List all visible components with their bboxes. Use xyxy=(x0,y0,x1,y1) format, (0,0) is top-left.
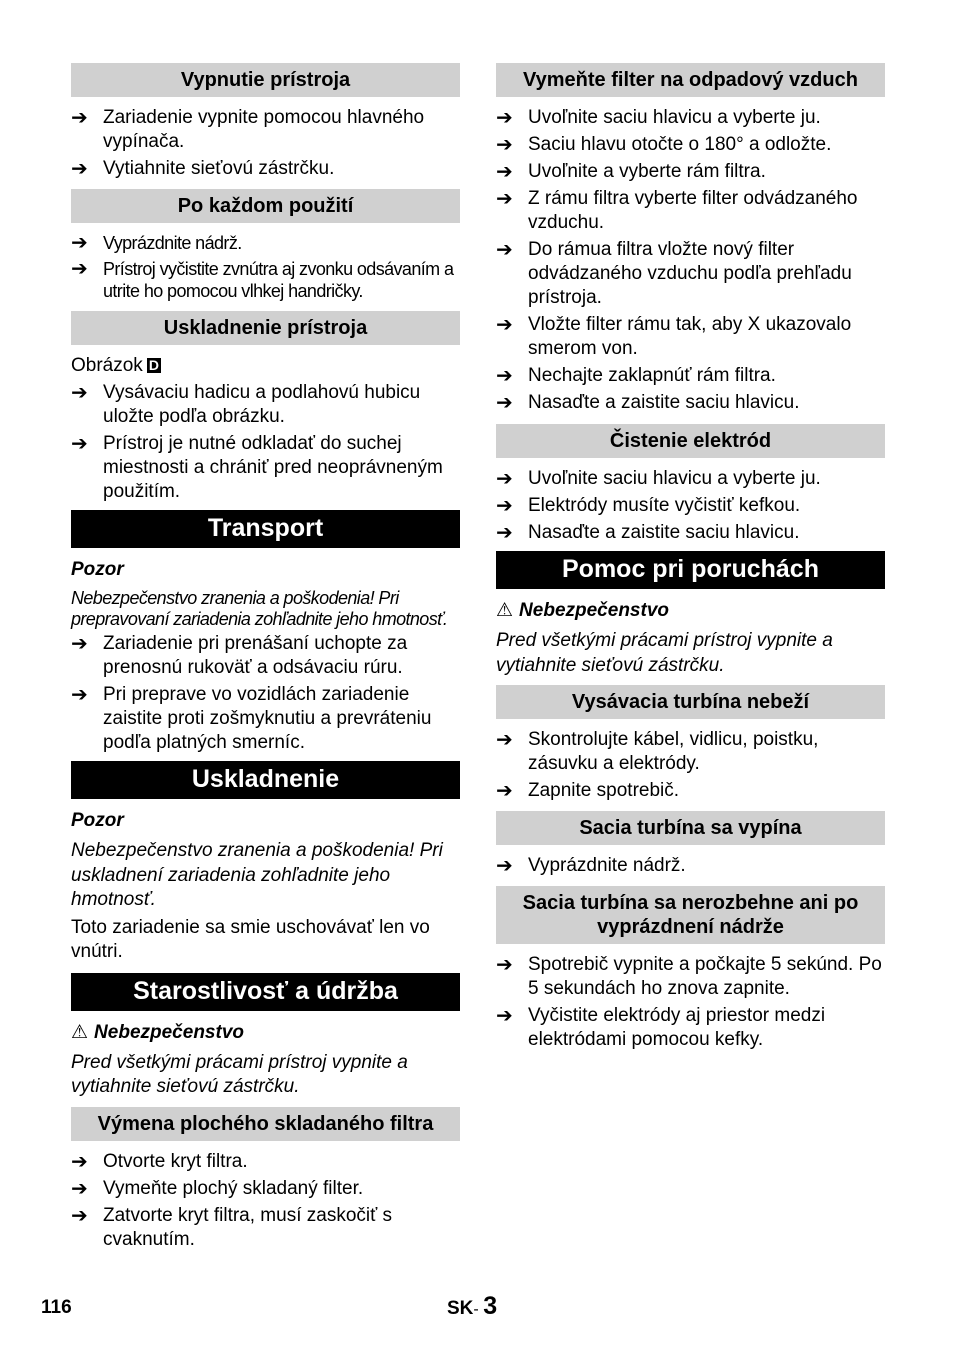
list-item: ➔ Vymeňte plochý skladaný filter. xyxy=(71,1177,364,1200)
page-number: 116 xyxy=(41,1297,72,1318)
list-item: ➔ Zariadenie vypnite pomocou hlavného vypínača. xyxy=(71,107,425,152)
paragraph: Toto zariadenie sa smie uschovávať len vo vnútri. xyxy=(71,916,430,962)
heading-cistenie-elektrod: Čistenie elektród xyxy=(496,424,885,458)
arrow-right-icon: ➔ xyxy=(71,257,88,280)
arrow-right-icon: ➔ xyxy=(71,382,88,404)
list-item: ➔ Zariadenie pri prenášaní uchopte za prenosnú rukoväť a odsávaciu rúru. xyxy=(71,633,408,678)
list-item: ➔ Vyprázdnite nádrž. xyxy=(71,232,242,254)
caution-heading: Pozor xyxy=(71,810,124,831)
list-item: ➔ Zapnite spotrebič. xyxy=(496,780,680,802)
list-item: ➔ Uvoľnite saciu hlavicu a vyberte ju. xyxy=(496,468,821,490)
arrow-right-icon: ➔ xyxy=(71,107,88,129)
arrow-right-icon: ➔ xyxy=(71,232,88,254)
danger-text: Pred všetkými prácami prístroj vypnite a vytiahnite sieťovú zástrčku. xyxy=(71,1051,408,1097)
heading-po-kazdom-pouziti: Po každom použití xyxy=(71,189,460,223)
heading-uskladnenie-pristroja: Uskladnenie prístroja xyxy=(71,311,460,345)
arrow-right-icon: ➔ xyxy=(496,495,513,517)
arrow-right-icon: ➔ xyxy=(496,188,513,210)
heading-vysavacia-turbina: Vysávacia turbína nebeží xyxy=(496,685,885,719)
list-item: ➔ Otvorte kryt filtra. xyxy=(71,1150,248,1173)
arrow-right-icon: ➔ xyxy=(71,633,88,655)
list-item: ➔ Vyčistite elektródy aj priestor medzi elektródami pomocou kefky. xyxy=(496,1005,826,1050)
warning-triangle-icon: ⚠ xyxy=(71,1021,89,1043)
arrow-right-icon: ➔ xyxy=(496,365,513,387)
arrow-right-icon: ➔ xyxy=(496,468,513,490)
arrow-right-icon: ➔ xyxy=(496,107,513,129)
caution-heading: Pozor xyxy=(71,559,124,580)
section-title-pomoc: Pomoc pri poruchách xyxy=(496,551,885,589)
list-item: ➔ Nasaďte a zaistite saciu hlavicu. xyxy=(496,522,800,544)
arrow-right-icon: ➔ xyxy=(496,1005,513,1027)
section-title-transport: Transport xyxy=(71,510,460,548)
arrow-right-icon: ➔ xyxy=(71,1204,88,1227)
list-item: ➔ Vysávaciu hadicu a podlahovú hubicu uložte podľa obrázku. xyxy=(71,382,421,427)
arrow-right-icon: ➔ xyxy=(496,780,513,802)
right-column xyxy=(496,63,885,1055)
arrow-right-icon: ➔ xyxy=(496,161,513,183)
list-item: ➔ Do rámua filtra vložte nový filter odvádzaného vzduchu podľa prehľadu prístroja. xyxy=(496,239,852,308)
list-item: ➔ Vložte filter rámu tak, aby X ukazovalo smerom von. xyxy=(496,314,852,359)
list-item: ➔ Nechajte zaklapnúť rám filtra. xyxy=(496,365,776,387)
arrow-right-icon: ➔ xyxy=(496,954,513,976)
warning-triangle-icon: ⚠ xyxy=(496,600,514,621)
figure-reference: Obrázok D xyxy=(71,354,159,376)
heading-vymente-filter: Vymeňte filter na odpadový vzduch xyxy=(496,63,885,97)
arrow-right-icon: ➔ xyxy=(71,684,88,706)
arrow-right-icon: ➔ xyxy=(496,522,513,544)
list-item: ➔ Pri preprave vo vozidlách zariadenie zaistite proti zošmyknutiu a prevráteniu podľa platných smerníc. xyxy=(71,684,432,753)
footer-section-marker xyxy=(447,1292,497,1321)
arrow-right-icon: ➔ xyxy=(496,855,513,877)
heading-sacia-turbina-nerozbehne: Sacia turbína sa nerozbehne ani po vyprázdnení nádrže xyxy=(496,886,885,944)
list-item: ➔ Spotrebič vypnite a počkajte 5 sekúnd. Po 5 sekundách ho znova zapnite. xyxy=(496,954,882,999)
footer-section-page: 3 xyxy=(483,1292,498,1320)
danger-heading: ⚠ Nebezpečenstvo xyxy=(496,600,669,621)
left-column xyxy=(71,63,460,1255)
list-item: ➔ Uvoľnite saciu hlavicu a vyberte ju. xyxy=(496,107,821,129)
heading-sacia-turbina-vypina: Sacia turbína sa vypína xyxy=(496,811,885,845)
arrow-right-icon: ➔ xyxy=(496,729,513,751)
heading-vypnutie-pristroja: Vypnutie prístroja xyxy=(71,63,460,97)
list-item: ➔ Z rámu filtra vyberte filter odvádzaného vzduchu. xyxy=(496,188,858,233)
section-title-starostlivost: Starostlivosť a údržba xyxy=(71,973,460,1011)
arrow-right-icon: ➔ xyxy=(71,1177,88,1200)
arrow-right-icon: ➔ xyxy=(71,158,88,180)
list-item: ➔ Uvoľnite a vyberte rám filtra. xyxy=(496,161,766,183)
caution-text: Nebezpečenstvo zranenia a poškodenia! Pri uskladnení zariadenia zohľadnite jeho hmotnosť. xyxy=(71,840,443,910)
list-item: ➔ Vytiahnite sieťovú zástrčku. xyxy=(71,158,335,180)
list-item: ➔ Prístroj vyčistite zvnútra aj zvonku odsávaním a utrite ho pomocou vlhkej handričky. xyxy=(71,257,454,301)
danger-text: Pred všetkými prácami prístroj vypnite a vytiahnite sieťovú zástrčku. xyxy=(496,630,833,676)
arrow-right-icon: ➔ xyxy=(71,1150,88,1173)
footer-language: SK xyxy=(447,1298,474,1319)
arrow-right-icon: ➔ xyxy=(496,392,513,414)
list-item: ➔ Zatvorte kryt filtra, musí zaskočiť s cvaknutím. xyxy=(71,1204,393,1250)
list-item: ➔ Vyprázdnite nádrž. xyxy=(496,855,686,877)
arrow-right-icon: ➔ xyxy=(71,433,88,455)
list-item: ➔ Nasaďte a zaistite saciu hlavicu. xyxy=(496,392,800,414)
list-item: ➔ Elektródy musíte vyčistiť kefkou. xyxy=(496,495,801,517)
danger-heading: ⚠ Nebezpečenstvo xyxy=(71,1021,244,1043)
arrow-right-icon: ➔ xyxy=(496,239,513,261)
caution-text: Nebezpečenstvo zranenia a poškodenia! Pri prepravovaní zariadenia zohľadnite jeho hmotnosť. xyxy=(71,588,448,629)
arrow-right-icon: ➔ xyxy=(496,134,513,156)
section-title-uskladnenie: Uskladnenie xyxy=(71,761,460,799)
heading-vymena-filtra: Výmena plochého skladaného filtra xyxy=(71,1107,460,1141)
list-item: ➔ Skontrolujte kábel, vidlicu, poistku, zásuvku a elektródy. xyxy=(496,729,819,774)
list-item: ➔ Prístroj je nutné odkladať do suchej miestnosti a chrániť pred neoprávneným použitím. xyxy=(71,433,443,502)
figure-letter-box: D xyxy=(148,356,159,373)
list-item: ➔ Saciu hlavu otočte o 180° a odložte. xyxy=(496,134,832,156)
arrow-right-icon: ➔ xyxy=(496,314,513,336)
footer-dash: - xyxy=(473,1301,479,1318)
